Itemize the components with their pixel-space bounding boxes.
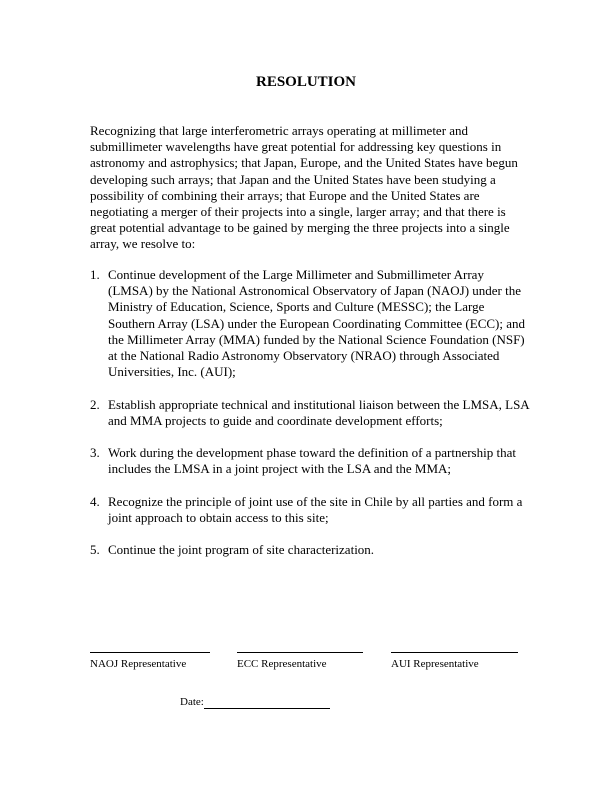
list-item-number: 1.	[90, 267, 100, 282]
list-item	[90, 267, 530, 380]
list-item-number: 3.	[90, 445, 100, 461]
signature-line	[90, 640, 210, 653]
list-item-text: Recognize the principle of joint use of the site in Chile by all parties and form a joint approach to obtain access to this site;	[108, 493, 523, 525]
date-label: Date:	[180, 696, 204, 708]
list-item-text: Establish appropriate technical and institutional liaison between the LMSA, LSA and MMA projects to guide and coordinate development efforts;	[108, 396, 529, 428]
list-item-text: Continue the joint program of site characterization.	[108, 542, 375, 558]
list-item-text: Work during the development phase toward the definition of a partnership that includes the LMSA in a joint project with the LSA and the MMA;	[108, 445, 516, 477]
signature-aui	[391, 640, 518, 671]
intro-paragraph: Recognizing that large interferometric arrays operating at millimeter and submillimeter wavelengths have great potential for addressing key questions in astronomy and astrophysics; that Japan, Europe, and the United States have begun developing such arrays; that Japan and the United States have been studying a possibility of combining their arrays; that Europe and the United States are negotiating a merger of their projects into a single, larger array; and that there is great potential advantage to be gained by merging the three projects into a single array, we resolve to:	[90, 123, 518, 252]
signature-line	[237, 640, 363, 653]
list-item	[90, 397, 530, 429]
list-item-number: 5.	[90, 542, 100, 558]
list-item-text: Continue development of the Large Millimeter and Submillimeter Array (LMSA) by the National Astronomical Observatory of Japan (NAOJ) under the Ministry of Education, Science, Sports and Culture (MESSC); the Large Southern Array (LSA) under the European Coordinating Committee (ECC); and the Millimeter Array (MMA) funded by the National Science Foundation (NSF) at the National Radio Astronomy Observatory (NRAO) through Associated Universities, Inc. (AUI);	[108, 267, 525, 380]
list-item	[90, 494, 530, 526]
document-title: RESOLUTION	[255, 74, 357, 90]
date-row	[180, 695, 330, 709]
list-item-number: 4.	[90, 493, 100, 509]
signature-line	[391, 640, 518, 653]
date-line	[204, 696, 330, 709]
list-item	[90, 542, 530, 558]
signature-ecc	[237, 640, 363, 671]
resolution-list	[90, 267, 530, 575]
list-item-number: 2.	[90, 396, 100, 412]
signature-label: AUI Representative	[391, 658, 479, 670]
signature-naoj	[90, 640, 210, 671]
list-item	[90, 445, 530, 477]
signature-label: NAOJ Representative	[90, 658, 187, 670]
signature-label: ECC Representative	[237, 658, 327, 670]
